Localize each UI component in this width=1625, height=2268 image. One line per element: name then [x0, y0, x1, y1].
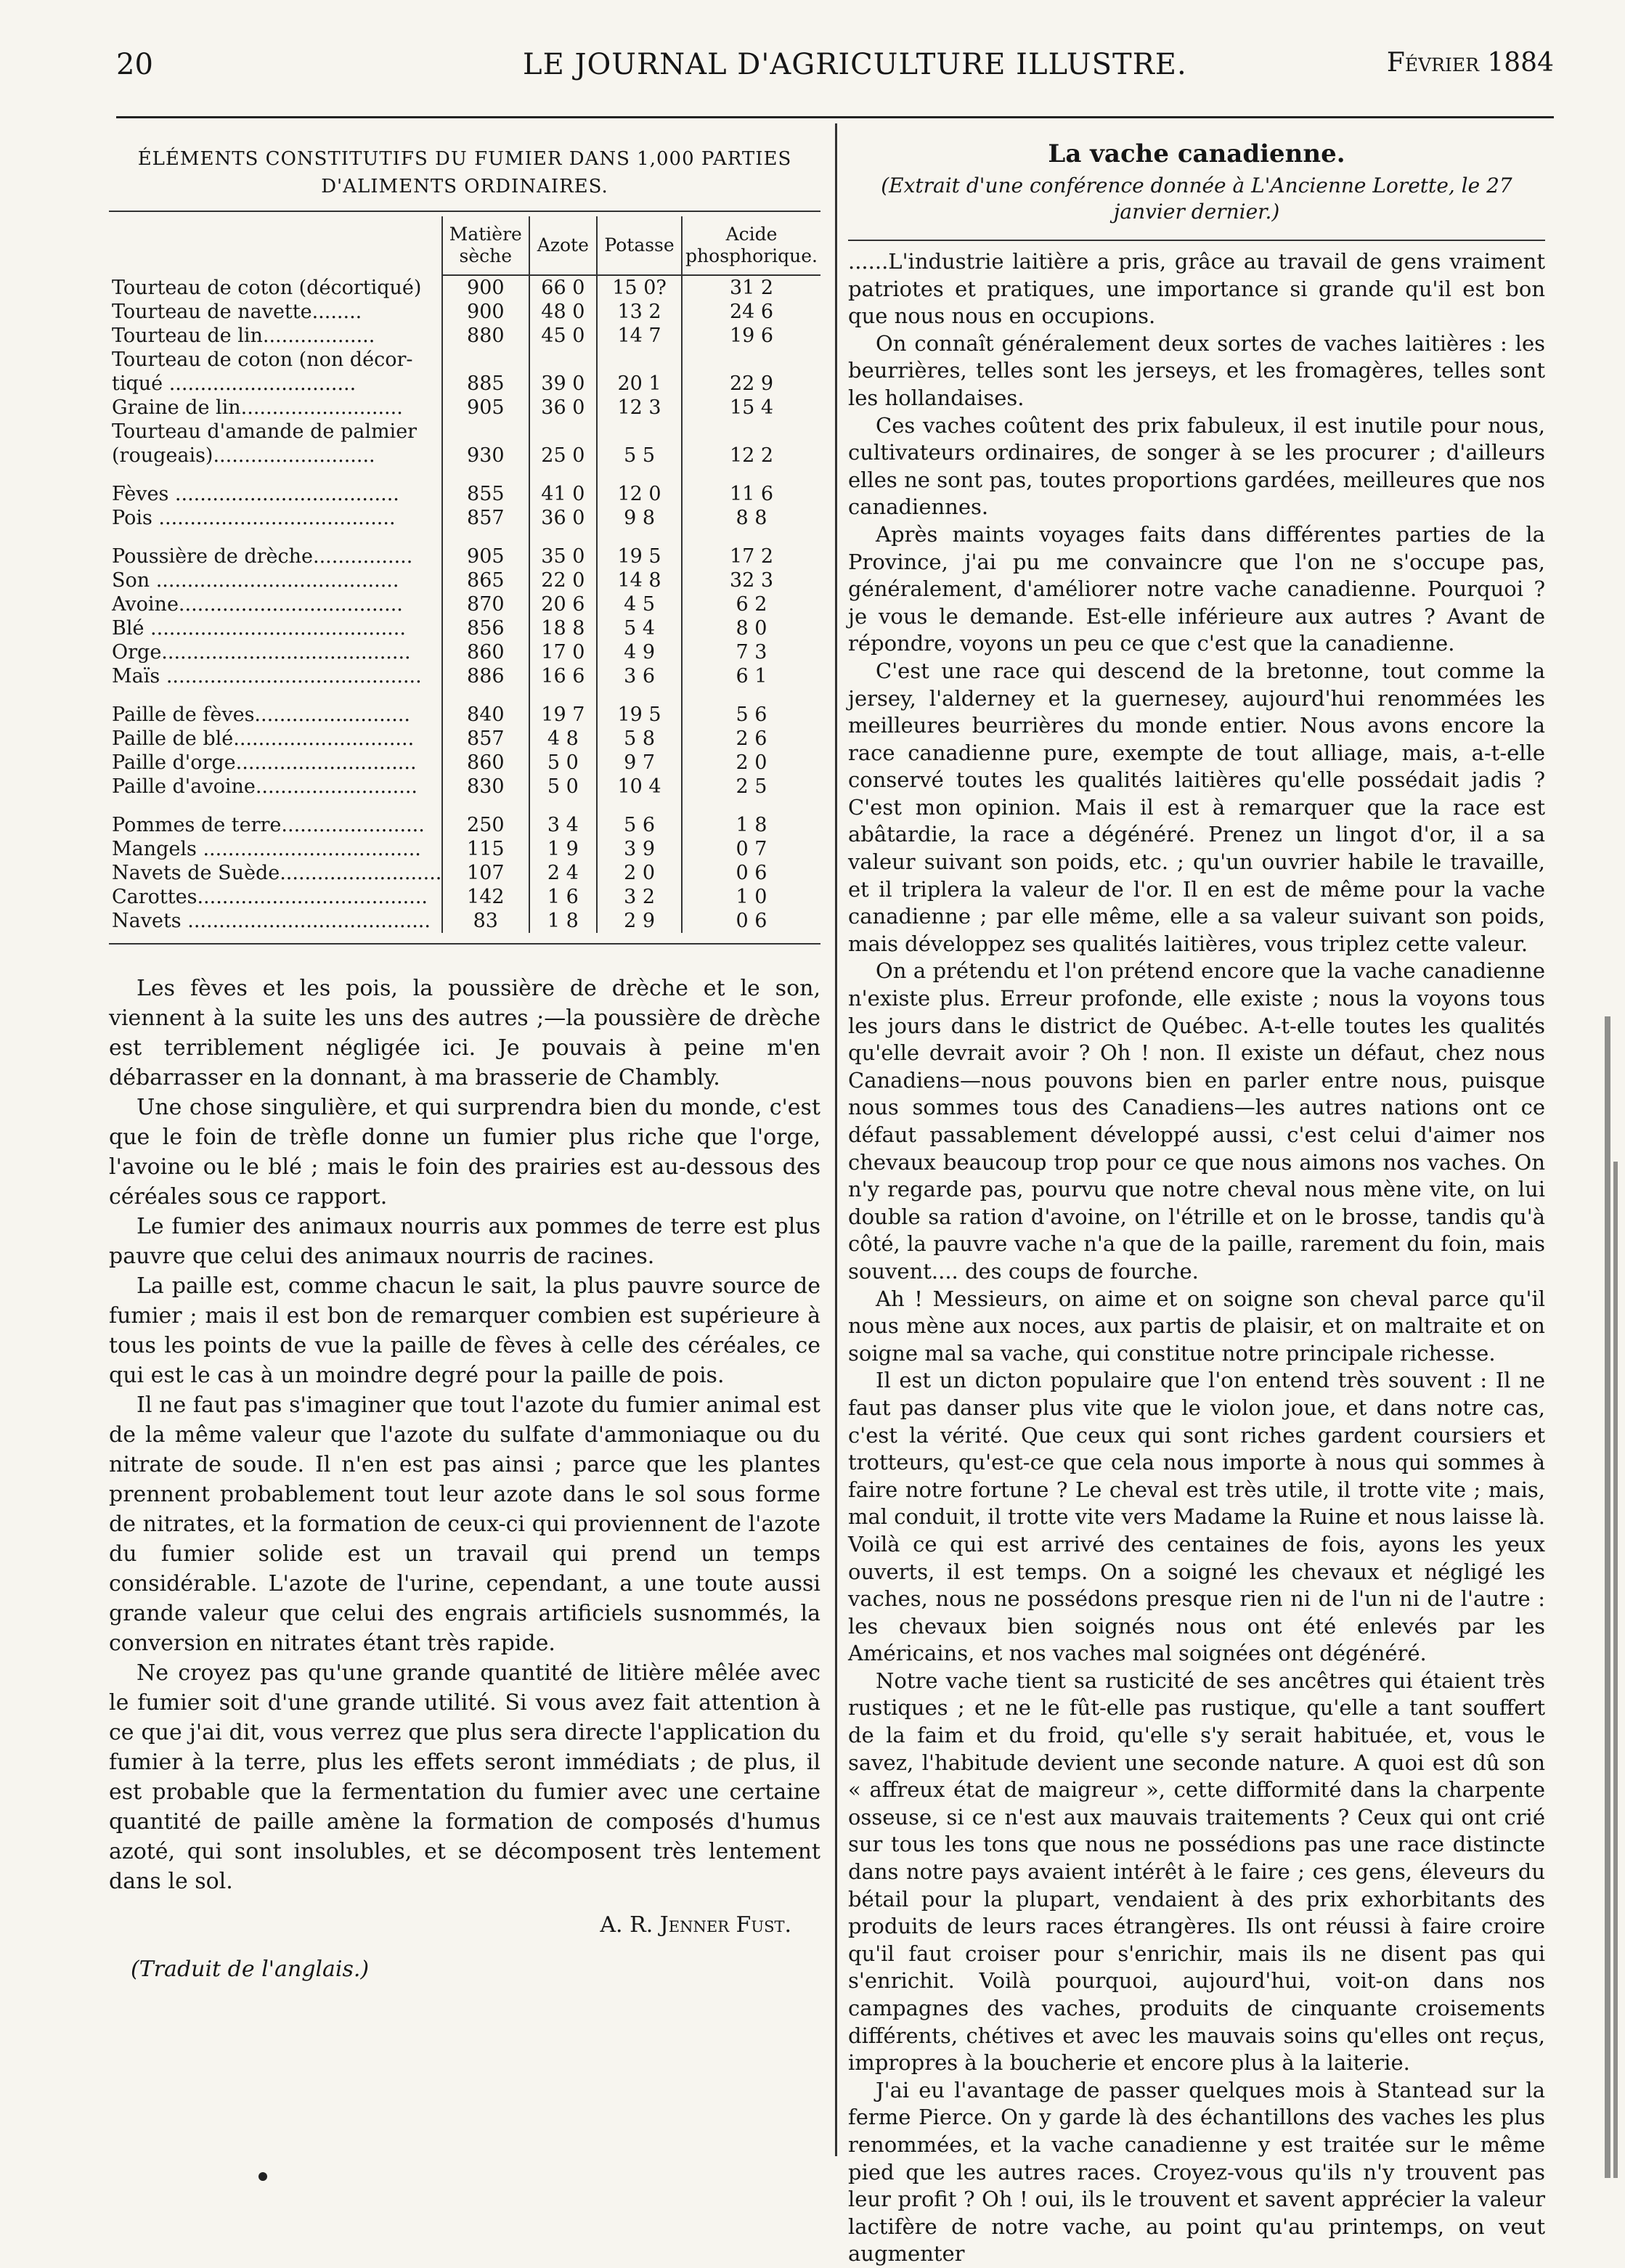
- table-cell: 900: [442, 300, 529, 324]
- table-cell: 142: [442, 885, 529, 909]
- table-row-label: Graine de lin..........................: [112, 396, 403, 419]
- paragraph: On a prétendu et l'on prétend encore que la vache canadienne n'existe plus. Erreur profonde, elle existe ; nous la voyons tous les jours dans le district de Québec. A-t-elle toutes les qualités qu'elle devrait avoir ? Oh ! non. Il existe un défaut, chez nous Canadiens—nous pouvons bien en parler entre nous, puisque nous sommes tous des Canadiens—les autres nations ont ce défaut passablement développé aussi, c'est celui d'aimer nos chevaux beaucoup trop pour ce que nous aimons nos vaches. On n'y regarde pas, pourvu que notre cheval nous mène vite, on lui double sa ration d'avoine, on l'étrille et on le brosse, tandis qu'à côté, la pauvre vache n'a que de la paille, rarement du foin, mais souvent.... des coups de fourche.: [848, 958, 1545, 1284]
- article-subtitle: (Extrait d'une conférence donnée à L'Ancienne Lorette, le 27 janvier dernier.): [881, 174, 1512, 224]
- table-row: [109, 909, 820, 933]
- table-cell: 2 0: [597, 861, 682, 885]
- table-title: [109, 145, 820, 200]
- table-cell: 19 7: [529, 703, 597, 727]
- paragraph: Les fèves et les pois, la poussière de drèche et le son, viennent à la suite les uns des autres ;—la poussière de drèche est terriblement négligée ici. Je pouvais à peine m'en débarrasser en la donnant, à ma brasserie de Chambly.: [109, 976, 820, 1090]
- table-cell: 20 1: [597, 372, 682, 396]
- paragraph: Ah ! Messieurs, on aime et on soigne son cheval parce qu'il nous mène aux noces, aux partis de plaisir, et on maltraite et on soigne mal sa vache, qui constitue notre principale richesse.: [848, 1286, 1545, 1366]
- table-spacer-cell: [442, 799, 529, 813]
- table-spacer-cell: [682, 468, 820, 482]
- table-cell: 905: [442, 396, 529, 420]
- table-cell: 250: [442, 813, 529, 837]
- table-row-label: Orge........................................: [112, 641, 411, 664]
- table-title-line: ÉLÉMENTS CONSTITUTIFS DU FUMIER DANS 1,000 PARTIES: [137, 148, 792, 170]
- table-cell: 45 0: [529, 324, 597, 348]
- table-row-label: Paille de fèves.........................: [112, 703, 410, 726]
- table-cell: 4 8: [529, 727, 597, 751]
- paragraph: Notre vache tient sa rusticité de ses ancêtres qui étaient très rustiques ; et ne le fût-elle pas rustique, qu'elle a tant souffert de la faim et du froid, qu'elle s'y serait habituée, et, vous le savez, l'habitude devient une seconde nature. A quoi est dû son « affreux état de maigreur », cette difformité dans la charpente osseuse, si ce n'est aux mauvais traitements ? Ceux qui ont crié sur tous les tons que nous ne possédions pas une race distincte dans notre pays avaient intérêt à le faire ; ces gens, éleveurs du bétail pour la plupart, vendaient à des prix exhorbitants des produits de leurs races étrangères. Ils ont réussi à faire croire qu'il faut croiser pour s'enrichir, mais ils ne disent pas qui s'enrichit. Voilà pourquoi, aujourd'hui, voit-on dans nos campagnes des vaches, produits de cinquante croisements différents, chétives et avec les mauvais soins qu'elles ont reçus, impropres à la boucherie et encore plus à la laiterie.: [848, 1668, 1545, 2076]
- table-row-label: Tourteau de navette........: [112, 301, 362, 323]
- table-row: [109, 324, 820, 348]
- left-article-body: [109, 974, 820, 1896]
- table-cell: 18 8: [529, 616, 597, 640]
- paragraph: Il ne faut pas s'imaginer que tout l'azote du fumier animal est de la même valeur que l'azote du sulfate d'ammoniaque ou du nitrate de soude. Il n'en est pas ainsi ; parce que les plantes prennent probablement tout leur azote dans le sol sous forme de nitrates, et la formation de ceux-ci qui proviennent de l'azote du fumier solide est un travail qui prend un temps considérable. L'azote de l'urine, cependant, a une toute aussi grande valeur que celui des engrais artificiels susnommés, la conversion en nitrates étant très rapide.: [109, 1392, 820, 1656]
- table-header-row: [109, 216, 820, 275]
- table-row: [109, 372, 820, 396]
- paragraph: La paille est, comme chacun le sait, la plus pauvre source de fumier ; mais il est bon de remarquer combien est supérieure à tous les points de vue la paille de fèves à celle des céréales, ce qui est le cas à un moindre degré pour la paille de pois.: [109, 1273, 820, 1388]
- table-rule: [109, 211, 820, 212]
- table-cell: 19 5: [597, 544, 682, 568]
- table-cell: 3 6: [597, 664, 682, 688]
- table-spacer-cell: [109, 530, 442, 544]
- table-cell: 5 6: [597, 813, 682, 837]
- table-spacer-cell: [597, 688, 682, 703]
- binding-edge: [1595, 1016, 1621, 2178]
- table-cell: 5 0: [529, 751, 597, 775]
- table-cell: 3 9: [597, 837, 682, 861]
- table-cell: [682, 348, 820, 372]
- issue-date: Février 1884: [1386, 48, 1554, 78]
- table-cell: 4 5: [597, 592, 682, 616]
- table-cell: 905: [442, 544, 529, 568]
- ornament-dot: [258, 2172, 267, 2181]
- table-spacer-cell: [597, 799, 682, 813]
- table-header-cell: Matière sèche: [442, 216, 529, 275]
- table-body: [109, 275, 820, 933]
- column-divider: [835, 123, 837, 2156]
- table-header-blank: [109, 216, 442, 275]
- table-cell: 13 2: [597, 300, 682, 324]
- manure-table: [109, 216, 820, 933]
- table-row-label: Pois ......................................: [112, 507, 396, 529]
- table-cell: 14 8: [597, 568, 682, 592]
- table-spacer-cell: [682, 799, 820, 813]
- table-row: [109, 544, 820, 568]
- table-row: [109, 727, 820, 751]
- table-row-label: Carottes.....................................: [112, 886, 428, 908]
- paragraph: Une chose singulière, et qui surprendra bien du monde, c'est que le foin de trèfle donne un fumier plus riche que l'orge, l'avoine ou le blé ; mais le foin des prairies est au-dessous des céréales sous ce rapport.: [109, 1095, 820, 1210]
- table-spacer-cell: [109, 468, 442, 482]
- table-row-label: Tourteau d'amande de palmier: [112, 420, 418, 443]
- table-cell: 7 3: [682, 640, 820, 664]
- table-cell: 930: [442, 444, 529, 468]
- table-cell: 857: [442, 506, 529, 530]
- right-column: [848, 138, 1545, 2268]
- table-row: [109, 592, 820, 616]
- table-row-label: Blé .........................................: [112, 617, 406, 640]
- table-cell: 5 8: [597, 727, 682, 751]
- paragraph: C'est une race qui descend de la bretonne, tout comme la jersey, l'alderney et la guernesey, aujourd'hui renommées les meilleures beurrières du monde entier. Nous avons encore la race canadienne pure, exempte de tout alliage, mais, a-t-elle conservé toutes les qualités laitières qu'elle possédait jadis ? C'est mon opinion. Mais il est à remarquer que la race est abâtardie, la race a dégénéré. Prenez un lingot d'or, il a sa valeur suivant son poids, etc. ; qu'un ouvrier habile le travaille, et il triplera la valeur de l'or. Il en est de même pour la vache canadienne ; par elle même, elle a sa valeur suivant son poids, mais développez ses qualités laitières, vous triplez cette valeur.: [848, 658, 1545, 956]
- table-cell: 12 3: [597, 396, 682, 420]
- table-row-label: Son .......................................: [112, 569, 399, 592]
- table-spacer-row: [109, 688, 820, 703]
- table-header-cell: Potasse: [597, 216, 682, 275]
- table-spacer-cell: [529, 799, 597, 813]
- paragraph: Le fumier des animaux nourris aux pommes de terre est plus pauvre que celui des animaux nourris de racines.: [109, 1214, 820, 1269]
- table-cell: 1 9: [529, 837, 597, 861]
- table-cell: 885: [442, 372, 529, 396]
- header-rule: [116, 116, 1554, 118]
- table-cell: 12 2: [682, 444, 820, 468]
- table-cell: 12 0: [597, 482, 682, 506]
- page-number: 20: [116, 48, 153, 81]
- table-row: [109, 861, 820, 885]
- table-row: [109, 506, 820, 530]
- article-rule: [848, 240, 1545, 241]
- table-cell: 856: [442, 616, 529, 640]
- table-cell: 6 1: [682, 664, 820, 688]
- table-row: [109, 703, 820, 727]
- table-cell: [529, 348, 597, 372]
- table-spacer-cell: [442, 530, 529, 544]
- table-cell: 900: [442, 275, 529, 300]
- table-cell: 10 4: [597, 775, 682, 799]
- table-bottom-rule: [109, 943, 820, 945]
- table-row-label: Tourteau de coton (non décor-: [112, 348, 413, 371]
- paragraph: J'ai eu l'avantage de passer quelques mois à Stantead sur la ferme Pierce. On y garde là des échantillons des vaches les plus renommées, et la vache canadienne y est traitée sur le même pied que les autres races. Croyez-vous qu'ils n'y trouvent pas leur profit ? Oh ! oui, ils le trouvent et savent apprécier la valeur lactifère de notre vache, au point qu'au printemps, on veut augmenter: [848, 2077, 1545, 2267]
- table-cell: 66 0: [529, 275, 597, 300]
- table-cell: [442, 348, 529, 372]
- table-cell: 19 5: [597, 703, 682, 727]
- table-row-label: Paille d'orge.............................: [112, 751, 417, 774]
- table-cell: 39 0: [529, 372, 597, 396]
- table-cell: 17 2: [682, 544, 820, 568]
- table-spacer-cell: [682, 530, 820, 544]
- table-cell: 24 6: [682, 300, 820, 324]
- table-row: [109, 420, 820, 444]
- table-cell: 0 7: [682, 837, 820, 861]
- table-row-label: Maïs .........................................: [112, 665, 422, 688]
- table-cell: 15 4: [682, 396, 820, 420]
- table-row: [109, 275, 820, 300]
- table-cell: [682, 420, 820, 444]
- table-cell: 9 7: [597, 751, 682, 775]
- table-spacer-cell: [682, 688, 820, 703]
- table-cell: 11 6: [682, 482, 820, 506]
- table-spacer-row: [109, 799, 820, 813]
- left-column: [109, 145, 820, 1982]
- table-spacer-cell: [109, 688, 442, 703]
- table-row: [109, 396, 820, 420]
- table-cell: 2 9: [597, 909, 682, 933]
- table-cell: 41 0: [529, 482, 597, 506]
- table-row: [109, 444, 820, 468]
- table-cell: 5 6: [682, 703, 820, 727]
- table-cell: 1 8: [682, 813, 820, 837]
- paragraph: ......L'industrie laitière a pris, grâce au travail de gens vraiment patriotes et pratiques, une importance si grande qu'il est bon que nous nous en occupions.: [848, 249, 1545, 329]
- table-row: [109, 664, 820, 688]
- masthead: [116, 45, 1554, 86]
- article-body: [848, 248, 1545, 2268]
- table-spacer-cell: [597, 530, 682, 544]
- table-spacer-cell: [442, 688, 529, 703]
- journal-title: LE JOURNAL D'AGRICULTURE ILLUSTRE.: [523, 48, 1187, 81]
- table-header-cell: Azote: [529, 216, 597, 275]
- table-row: [109, 348, 820, 372]
- table-cell: 1 6: [529, 885, 597, 909]
- table-spacer-cell: [529, 468, 597, 482]
- table-cell: 36 0: [529, 506, 597, 530]
- table-cell: 20 6: [529, 592, 597, 616]
- table-title-line: D'ALIMENTS ORDINAIRES.: [321, 176, 608, 197]
- table-row-label: Fèves ....................................: [112, 483, 399, 505]
- table-cell: 19 6: [682, 324, 820, 348]
- table-row: [109, 640, 820, 664]
- table-cell: 22 0: [529, 568, 597, 592]
- table-cell: [597, 420, 682, 444]
- paragraph: Après maints voyages faits dans différentes parties de la Province, j'ai pu me convaincre que l'on ne s'occupe pas, généralement, d'améliorer notre vache canadienne. Pourquoi ? je vous le demande. Est-elle inférieure aux autres ? Avant de répondre, voyons un peu ce que c'est que la canadienne.: [848, 521, 1545, 656]
- table-cell: 8 8: [682, 506, 820, 530]
- table-row: [109, 885, 820, 909]
- table-cell: 860: [442, 640, 529, 664]
- table-cell: 14 7: [597, 324, 682, 348]
- paragraph: On connaît généralement deux sortes de vaches laitières : les beurrières, telles sont les jerseys, et les fromagères, telles sont les hollandaises.: [848, 330, 1545, 410]
- table-cell: 83: [442, 909, 529, 933]
- table-cell: 6 2: [682, 592, 820, 616]
- table-row-label: Mangels ...................................: [112, 838, 421, 860]
- table-cell: 8 0: [682, 616, 820, 640]
- table-header-cell: Acide phosphorique.: [682, 216, 820, 275]
- table-cell: 886: [442, 664, 529, 688]
- table-row-label: (rougeais)..........................: [112, 444, 375, 467]
- table-cell: 9 8: [597, 506, 682, 530]
- table-row: [109, 751, 820, 775]
- table-row: [109, 837, 820, 861]
- table-cell: 870: [442, 592, 529, 616]
- table-spacer-cell: [442, 468, 529, 482]
- table-row-label: Pommes de terre.......................: [112, 814, 425, 836]
- table-cell: 4 9: [597, 640, 682, 664]
- table-cell: 22 9: [682, 372, 820, 396]
- table-spacer-row: [109, 468, 820, 482]
- table-cell: 2 6: [682, 727, 820, 751]
- table-cell: [442, 420, 529, 444]
- table-cell: 32 3: [682, 568, 820, 592]
- table-cell: [597, 348, 682, 372]
- table-cell: 3 2: [597, 885, 682, 909]
- table-row: [109, 300, 820, 324]
- table-cell: 3 4: [529, 813, 597, 837]
- table-row-label: Avoine....................................: [112, 593, 403, 616]
- table-cell: 857: [442, 727, 529, 751]
- table-cell: 5 5: [597, 444, 682, 468]
- table-row-label: tiqué ..............................: [112, 372, 357, 395]
- table-cell: 2 5: [682, 775, 820, 799]
- table-row-label: Tourteau de coton (décortiqué): [112, 276, 422, 299]
- paragraph: Ne croyez pas qu'une grande quantité de litière mêlée avec le fumier soit d'une grande utilité. Si vous avez fait attention à ce que j'ai dit, vous verrez que plus sera directe l'application du fumier à la terre, plus les effets seront immédiats ; de plus, il est probable que la fermentation du fumier avec une certaine quantité de paille amène la formation de composés d'humus azoté, qui sont insolubles, et se décomposent très lentement dans le sol.: [109, 1660, 820, 1894]
- table-cell: 865: [442, 568, 529, 592]
- table-cell: 115: [442, 837, 529, 861]
- table-spacer-cell: [529, 688, 597, 703]
- table-cell: 36 0: [529, 396, 597, 420]
- table-cell: 0 6: [682, 861, 820, 885]
- table-cell: 860: [442, 751, 529, 775]
- table-cell: 16 6: [529, 664, 597, 688]
- table-cell: 1 8: [529, 909, 597, 933]
- table-row-label: Poussière de drèche................: [112, 545, 413, 568]
- table-cell: 15 0?: [597, 275, 682, 300]
- table-cell: 35 0: [529, 544, 597, 568]
- table-row-label: Paille d'avoine..........................: [112, 775, 418, 798]
- table-row: [109, 482, 820, 506]
- table-cell: 830: [442, 775, 529, 799]
- table-cell: 17 0: [529, 640, 597, 664]
- table-cell: 31 2: [682, 275, 820, 300]
- translation-note: (Traduit de l'anglais.): [131, 1957, 370, 1982]
- table-row: [109, 616, 820, 640]
- table-row-label: Tourteau de lin..................: [112, 325, 375, 347]
- article-title: La vache canadienne.: [1048, 139, 1345, 168]
- paragraph: Ces vaches coûtent des prix fabuleux, il est inutile pour nous, cultivateurs ordinaires, de songer à se les procurer ; d'ailleurs elles ne sont pas, toutes proportions gardées, meilleures que nos canadiennes.: [848, 412, 1545, 520]
- table-cell: 107: [442, 861, 529, 885]
- table-spacer-cell: [597, 468, 682, 482]
- table-spacer-cell: [109, 799, 442, 813]
- table-row: [109, 775, 820, 799]
- table-row: [109, 568, 820, 592]
- table-cell: 2 4: [529, 861, 597, 885]
- table-cell: 5 0: [529, 775, 597, 799]
- table-cell: 0 6: [682, 909, 820, 933]
- table-row-label: Paille de blé.............................: [112, 727, 415, 750]
- table-cell: 880: [442, 324, 529, 348]
- table-cell: 48 0: [529, 300, 597, 324]
- table-cell: 2 0: [682, 751, 820, 775]
- table-cell: [529, 420, 597, 444]
- author-signature: A. R. Jenner Fust.: [600, 1912, 791, 1938]
- table-cell: 1 0: [682, 885, 820, 909]
- table-spacer-cell: [529, 530, 597, 544]
- table-cell: 5 4: [597, 616, 682, 640]
- table-cell: 25 0: [529, 444, 597, 468]
- table-row: [109, 813, 820, 837]
- table-row-label: Navets de Suède..........................: [112, 862, 442, 884]
- table-cell: 855: [442, 482, 529, 506]
- table-row-label: Navets .......................................: [112, 910, 431, 932]
- table-cell: 840: [442, 703, 529, 727]
- paragraph: Il est un dicton populaire que l'on entend très souvent : Il ne faut pas danser plus vite que le violon joue, et dans notre cas, c'est la vérité. Que ceux qui sont riches gardent coursiers et trotteurs, qu'est-ce que cela nous importe à nous qui sommes à faire notre fortune ? Le cheval est très utile, il trotte vite ; mais, mal conduit, il trotte vite vers Madame la Ruine et nous laisse là. Voilà ce qui est arrivé des centaines de fois, ayons les yeux ouverts, il est temps. On a soigné les chevaux et négligé les vaches, nous ne possédons presque rien ni de l'un ni de l'autre : les chevaux bien soignés nous ont été enlevés par les Américains, et nos vaches mal soignées ont dégénéré.: [848, 1368, 1545, 1666]
- table-spacer-row: [109, 530, 820, 544]
